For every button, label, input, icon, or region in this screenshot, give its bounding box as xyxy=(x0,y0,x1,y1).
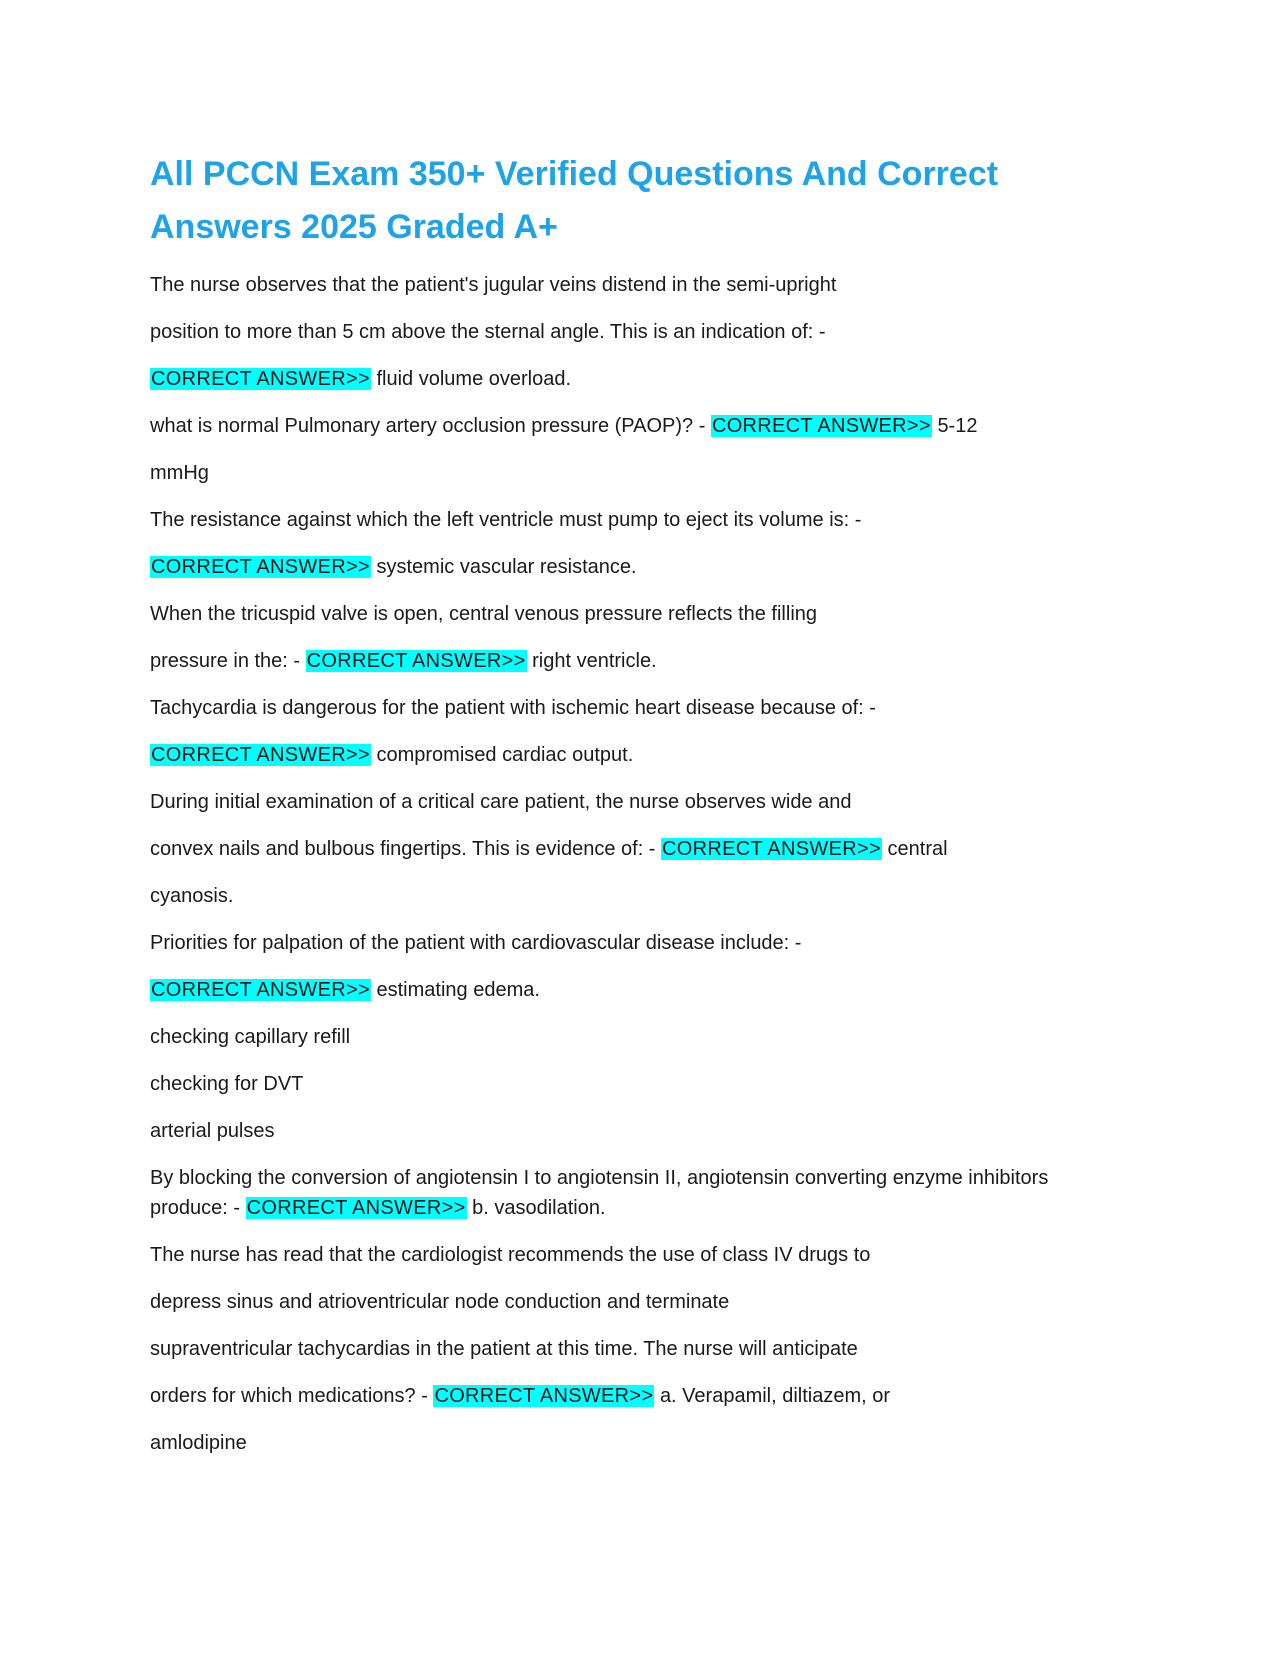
q2-question: what is normal Pulmonary artery occlusion pressure (PAOP)? - xyxy=(150,415,706,437)
q7-line-4: checking for DVT xyxy=(150,1073,304,1095)
q2-line-2: mmHg xyxy=(150,462,209,484)
q6-answer-line xyxy=(150,836,948,862)
q5-line-1: Tachycardia is dangerous for the patient with ischemic heart disease because of: - xyxy=(150,697,876,719)
q9-line-2: depress sinus and atrioventricular node conduction and terminate xyxy=(150,1291,730,1313)
q6-answer: central xyxy=(887,838,948,860)
q1-line-2: position to more than 5 cm above the sternal angle. This is an indication of: - xyxy=(150,321,826,343)
q9-line-3: supraventricular tachycardias in the patient at this time. The nurse will anticipate xyxy=(150,1338,858,1360)
q4-line-1: When the tricuspid valve is open, central venous pressure reflects the filling xyxy=(150,603,818,625)
q5-answer: compromised cardiac output. xyxy=(376,744,634,766)
q2-answer: 5-12 xyxy=(937,415,978,437)
correct-answer-marker: CORRECT ANSWER>> xyxy=(151,979,370,1001)
q6-line-1: During initial examination of a critical care patient, the nurse observes wide and xyxy=(150,791,852,813)
q7-line-5: arterial pulses xyxy=(150,1120,275,1142)
correct-answer-marker: CORRECT ANSWER>> xyxy=(662,838,881,860)
q5-answer-line xyxy=(150,742,633,768)
q9-answer-line xyxy=(150,1383,890,1409)
q3-answer-line xyxy=(150,554,637,580)
correct-answer-marker: CORRECT ANSWER>> xyxy=(151,368,370,390)
correct-answer-marker: CORRECT ANSWER>> xyxy=(306,650,526,672)
q4-question: pressure in the: - xyxy=(150,650,301,672)
correct-answer-marker: CORRECT ANSWER>> xyxy=(246,1197,466,1219)
q7-answer: estimating edema. xyxy=(376,979,540,1001)
correct-answer-marker: CORRECT ANSWER>> xyxy=(151,744,370,766)
q2-line-1 xyxy=(150,413,977,439)
q4-answer-line xyxy=(150,648,657,674)
q1-line-1: The nurse observes that the patient's jugular veins distend in the semi-upright xyxy=(150,274,837,296)
q1-answer-line xyxy=(150,366,571,392)
q3-answer: systemic vascular resistance. xyxy=(376,556,637,578)
document-title: All PCCN Exam 350+ Verified Questions And Correct Answers 2025 Graded A+ xyxy=(150,155,999,246)
correct-answer-marker: CORRECT ANSWER>> xyxy=(711,415,931,437)
q9-line-5: amlodipine xyxy=(150,1432,247,1454)
q7-answer-line xyxy=(150,977,540,1003)
correct-answer-marker: CORRECT ANSWER>> xyxy=(434,1385,654,1407)
q6-line-3: cyanosis. xyxy=(150,885,234,907)
q8-answer: b. vasodilation. xyxy=(472,1197,606,1219)
q8-question: produce: - xyxy=(150,1197,241,1219)
q8-line-1: By blocking the conversion of angiotensin I to angiotensin II, angiotensin converting enzyme inhibitors xyxy=(150,1167,1049,1189)
q7-line-3: checking capillary refill xyxy=(150,1026,351,1048)
q9-line-1: The nurse has read that the cardiologist recommends the use of class IV drugs to xyxy=(150,1244,871,1266)
q1-answer: fluid volume overload. xyxy=(376,368,572,390)
q8-answer-line xyxy=(150,1195,606,1221)
q9-question: orders for which medications? - xyxy=(150,1385,428,1407)
q9-answer: a. Verapamil, diltiazem, or xyxy=(659,1385,891,1407)
q7-line-1: Priorities for palpation of the patient with cardiovascular disease include: - xyxy=(150,932,802,954)
correct-answer-marker: CORRECT ANSWER>> xyxy=(151,556,370,578)
q4-answer: right ventricle. xyxy=(532,650,657,672)
q6-question: convex nails and bulbous fingertips. This is evidence of: - xyxy=(150,838,656,860)
q3-line-1: The resistance against which the left ventricle must pump to eject its volume is: - xyxy=(150,509,862,531)
